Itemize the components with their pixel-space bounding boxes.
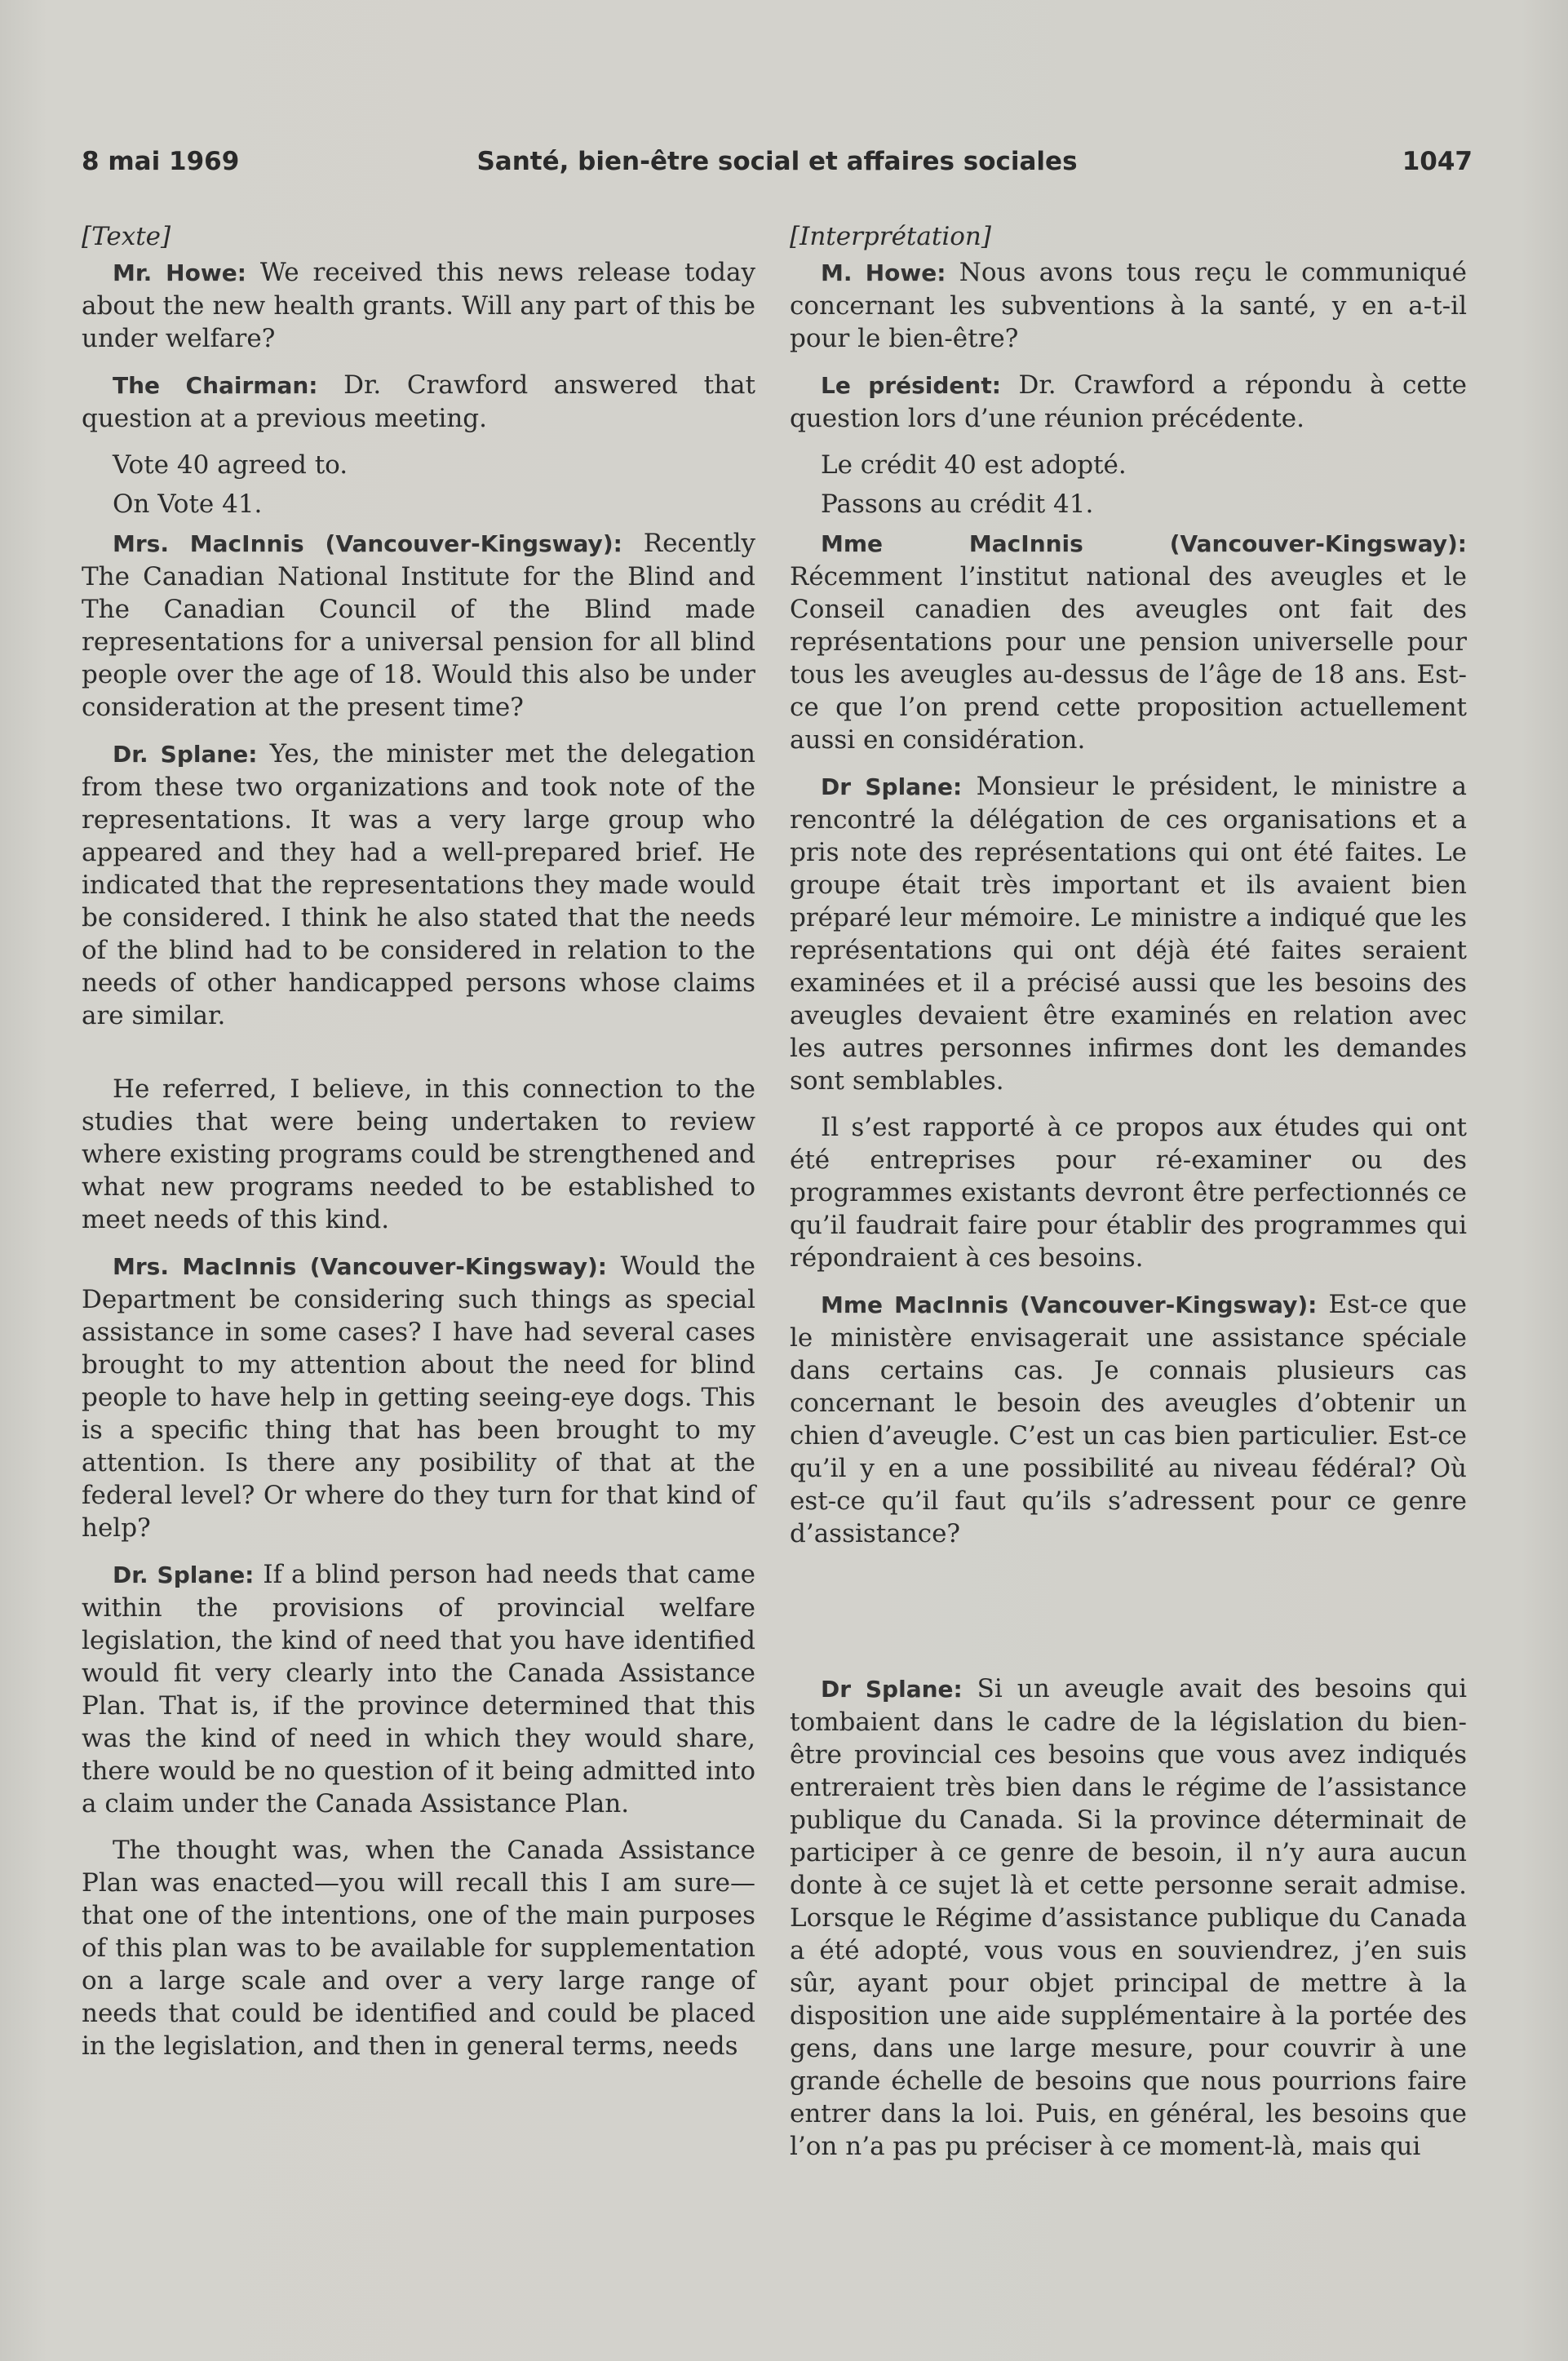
speech-text: Dr. Crawford a répondu à cette question lors d’une réunion précédente. bbox=[790, 370, 1467, 433]
header-title: Santé, bien-être social et affaires sociales bbox=[476, 147, 1078, 176]
running-header bbox=[82, 147, 1473, 188]
paragraph bbox=[82, 527, 755, 724]
paragraph bbox=[790, 1672, 1467, 2163]
speech-text: Nous avons tous reçu le communiqué concernant les subventions à la santé, y en a-t-il pour le bien-être? bbox=[790, 258, 1467, 353]
speech-text: Si un aveugle avait des besoins qui tombaient dans le cadre de la législation du bien-être provincial ces besoins que vous avez indiqués entreraient très bien dans le régime de l’assistance publique du Canada. Si la province déterminait de participer à ce genre de besoin, il n’y aura aucun donte à ce sujet là et cette personne serait admise. Lorsque le Régime d’assistance publique du Canada a été adopté, vous vous en souviendrez, j’en suis sûr, ayant pour objet principal de mettre à la disposition une aide supplémentaire à la portée des gens, dans une large mesure, pour couvrir à une grande échelle de besoins que nous pourrions faire entrer dans la loi. Puis, en général, les besoins que l’on n’a pas pu préciser à ce moment-là, mais qui bbox=[790, 1674, 1468, 2161]
speech-text: If a blind person had needs that came within the provisions of provincial welfare legislation, the kind of need that you have identified would fit very clearly into the Canada Assistance Plan. That is, if the province determined that this was the kind of need in which they would share, there would be no question of it being admitted into a claim under the Canada Assistance Plan. bbox=[82, 1560, 756, 1818]
speaker-name: Mrs. MacInnis (Vancouver-Kingsway): bbox=[113, 1253, 608, 1280]
speech-text: We received this news release today about the new health grants. Will any part of this be under welfare? bbox=[82, 258, 755, 353]
speech-text: Yes, the minister met the delegation from these two organizations and took note of the representations. It was a very large group who appeared and they had a well-prepared brief. He indicated that the representations they made would be considered. I think he also stated that the needs of the blind had to be considered in relation to the needs of other handicapped persons whose claims are similar. bbox=[82, 739, 756, 1030]
paragraph bbox=[82, 738, 755, 1032]
paragraph bbox=[82, 1250, 755, 1544]
speaker-name: Dr. Splane: bbox=[113, 1561, 255, 1588]
speaker-name: The Chairman: bbox=[113, 372, 318, 399]
speech-text: Recently The Canadian National Institute for the Blind and The Canadian Council of the Blind made representations for a universal pension for all blind people over the age of 18. Would this also be under consideration at the present time? bbox=[82, 529, 755, 722]
speaker-name: Dr Splane: bbox=[821, 1676, 963, 1703]
speaker-name: M. Howe: bbox=[821, 259, 946, 286]
speech-text: Would the Department be considering such things as special assistance in some cases? I have had several cases brought to my attention about the need for blind people to have help in getting seeing-eye dogs. This is a specific thing that has been brought to my attention. Is there any posibility of that at the federal level? Or where do they turn for that kind of help? bbox=[82, 1251, 755, 1543]
vote-line: On Vote 41. bbox=[113, 489, 263, 519]
speaker-name: Dr. Splane: bbox=[113, 741, 258, 768]
paragraph bbox=[790, 527, 1467, 756]
header-date: 8 mai 1969 bbox=[82, 147, 240, 176]
paragraph bbox=[790, 770, 1467, 1097]
speech-text: Dr. Crawford answered that question at a previous meeting. bbox=[82, 370, 755, 433]
french-column bbox=[790, 220, 1467, 2177]
paragraph bbox=[790, 369, 1467, 435]
page-number: 1047 bbox=[1402, 147, 1473, 176]
vote-line: Vote 40 agreed to. bbox=[113, 450, 348, 480]
section-tag: [Interprétation] bbox=[790, 222, 991, 251]
speaker-name: Mme MacInnis (Vancouver-Kingsway): bbox=[821, 1291, 1318, 1318]
speech-text: Est-ce que le ministère envisagerait une assistance spéciale dans certains cas. Je connais plusieurs cas concernant le besoin des aveugles d’obtenir un chien d’aveugle. C’est un cas bien particulier. Est-ce qu’il y en a une possibilité au niveau fédéral? Où est-ce qu’il faut qu’ils s’adressent pour ce genre d’assistance? bbox=[790, 1290, 1468, 1548]
speech-text: Récemment l’institut national des aveugles et le Conseil canadien des aveugles ont fait des représentations pour une pension universelle pour tous les aveugles au-dessus de l’âge de 18 ans. Est-ce que l’on prend cette proposition actuellement aussi en considération. bbox=[790, 562, 1467, 755]
section-tag: [Texte] bbox=[82, 222, 171, 251]
paragraph bbox=[82, 1558, 755, 1820]
paragraph: Il s’est rapporté à ce propos aux études qui ont été entreprises pour ré-examiner ou des programmes existants devront être perfectionnés ce qu’il faudrait faire pour établir des programmes qui répondraient à ces besoins. bbox=[790, 1113, 1467, 1273]
paragraph bbox=[82, 256, 755, 355]
paragraph bbox=[790, 1288, 1467, 1550]
vote-line: Le crédit 40 est adopté. bbox=[821, 450, 1127, 480]
speaker-name: Dr Splane: bbox=[821, 773, 963, 800]
paragraph bbox=[82, 369, 755, 435]
speech-text: Monsieur le président, le ministre a rencontré la délégation de ces organisations et a pris note des représentations qui ont été faites. Le groupe était très important et ils avaient bien préparé leur mémoire. Le ministre a indiqué que les représentations qui ont déjà été faites seraient examinées et il a précisé aussi que les besoins des aveugles devaient être examinés en relation avec les autres personnes infirmes dont les demandes sont semblables. bbox=[790, 772, 1468, 1096]
speaker-name: Mrs. MacInnis (Vancouver-Kingsway): bbox=[113, 530, 622, 557]
speaker-name: Le président: bbox=[821, 372, 1001, 399]
paragraph: The thought was, when the Canada Assistance Plan was enacted—you will recall this I am sure—that one of the intentions, one of the main purposes of this plan was to be available for supplementation on a large scale and over a very large range of needs that could be identified and could be placed in the legislation, and then in general terms, needs bbox=[82, 1836, 755, 2061]
speaker-name: Mr. Howe: bbox=[113, 259, 246, 286]
paragraph bbox=[790, 256, 1467, 355]
english-column bbox=[82, 220, 755, 2076]
speaker-name: Mme MacInnis (Vancouver-Kingsway): bbox=[821, 530, 1467, 557]
paragraph: He referred, I believe, in this connection to the studies that were being undertaken to review where existing programs could be strengthened and what new programs needed to be established to meet needs of this kind. bbox=[82, 1074, 755, 1234]
vote-line: Passons au crédit 41. bbox=[821, 489, 1094, 519]
